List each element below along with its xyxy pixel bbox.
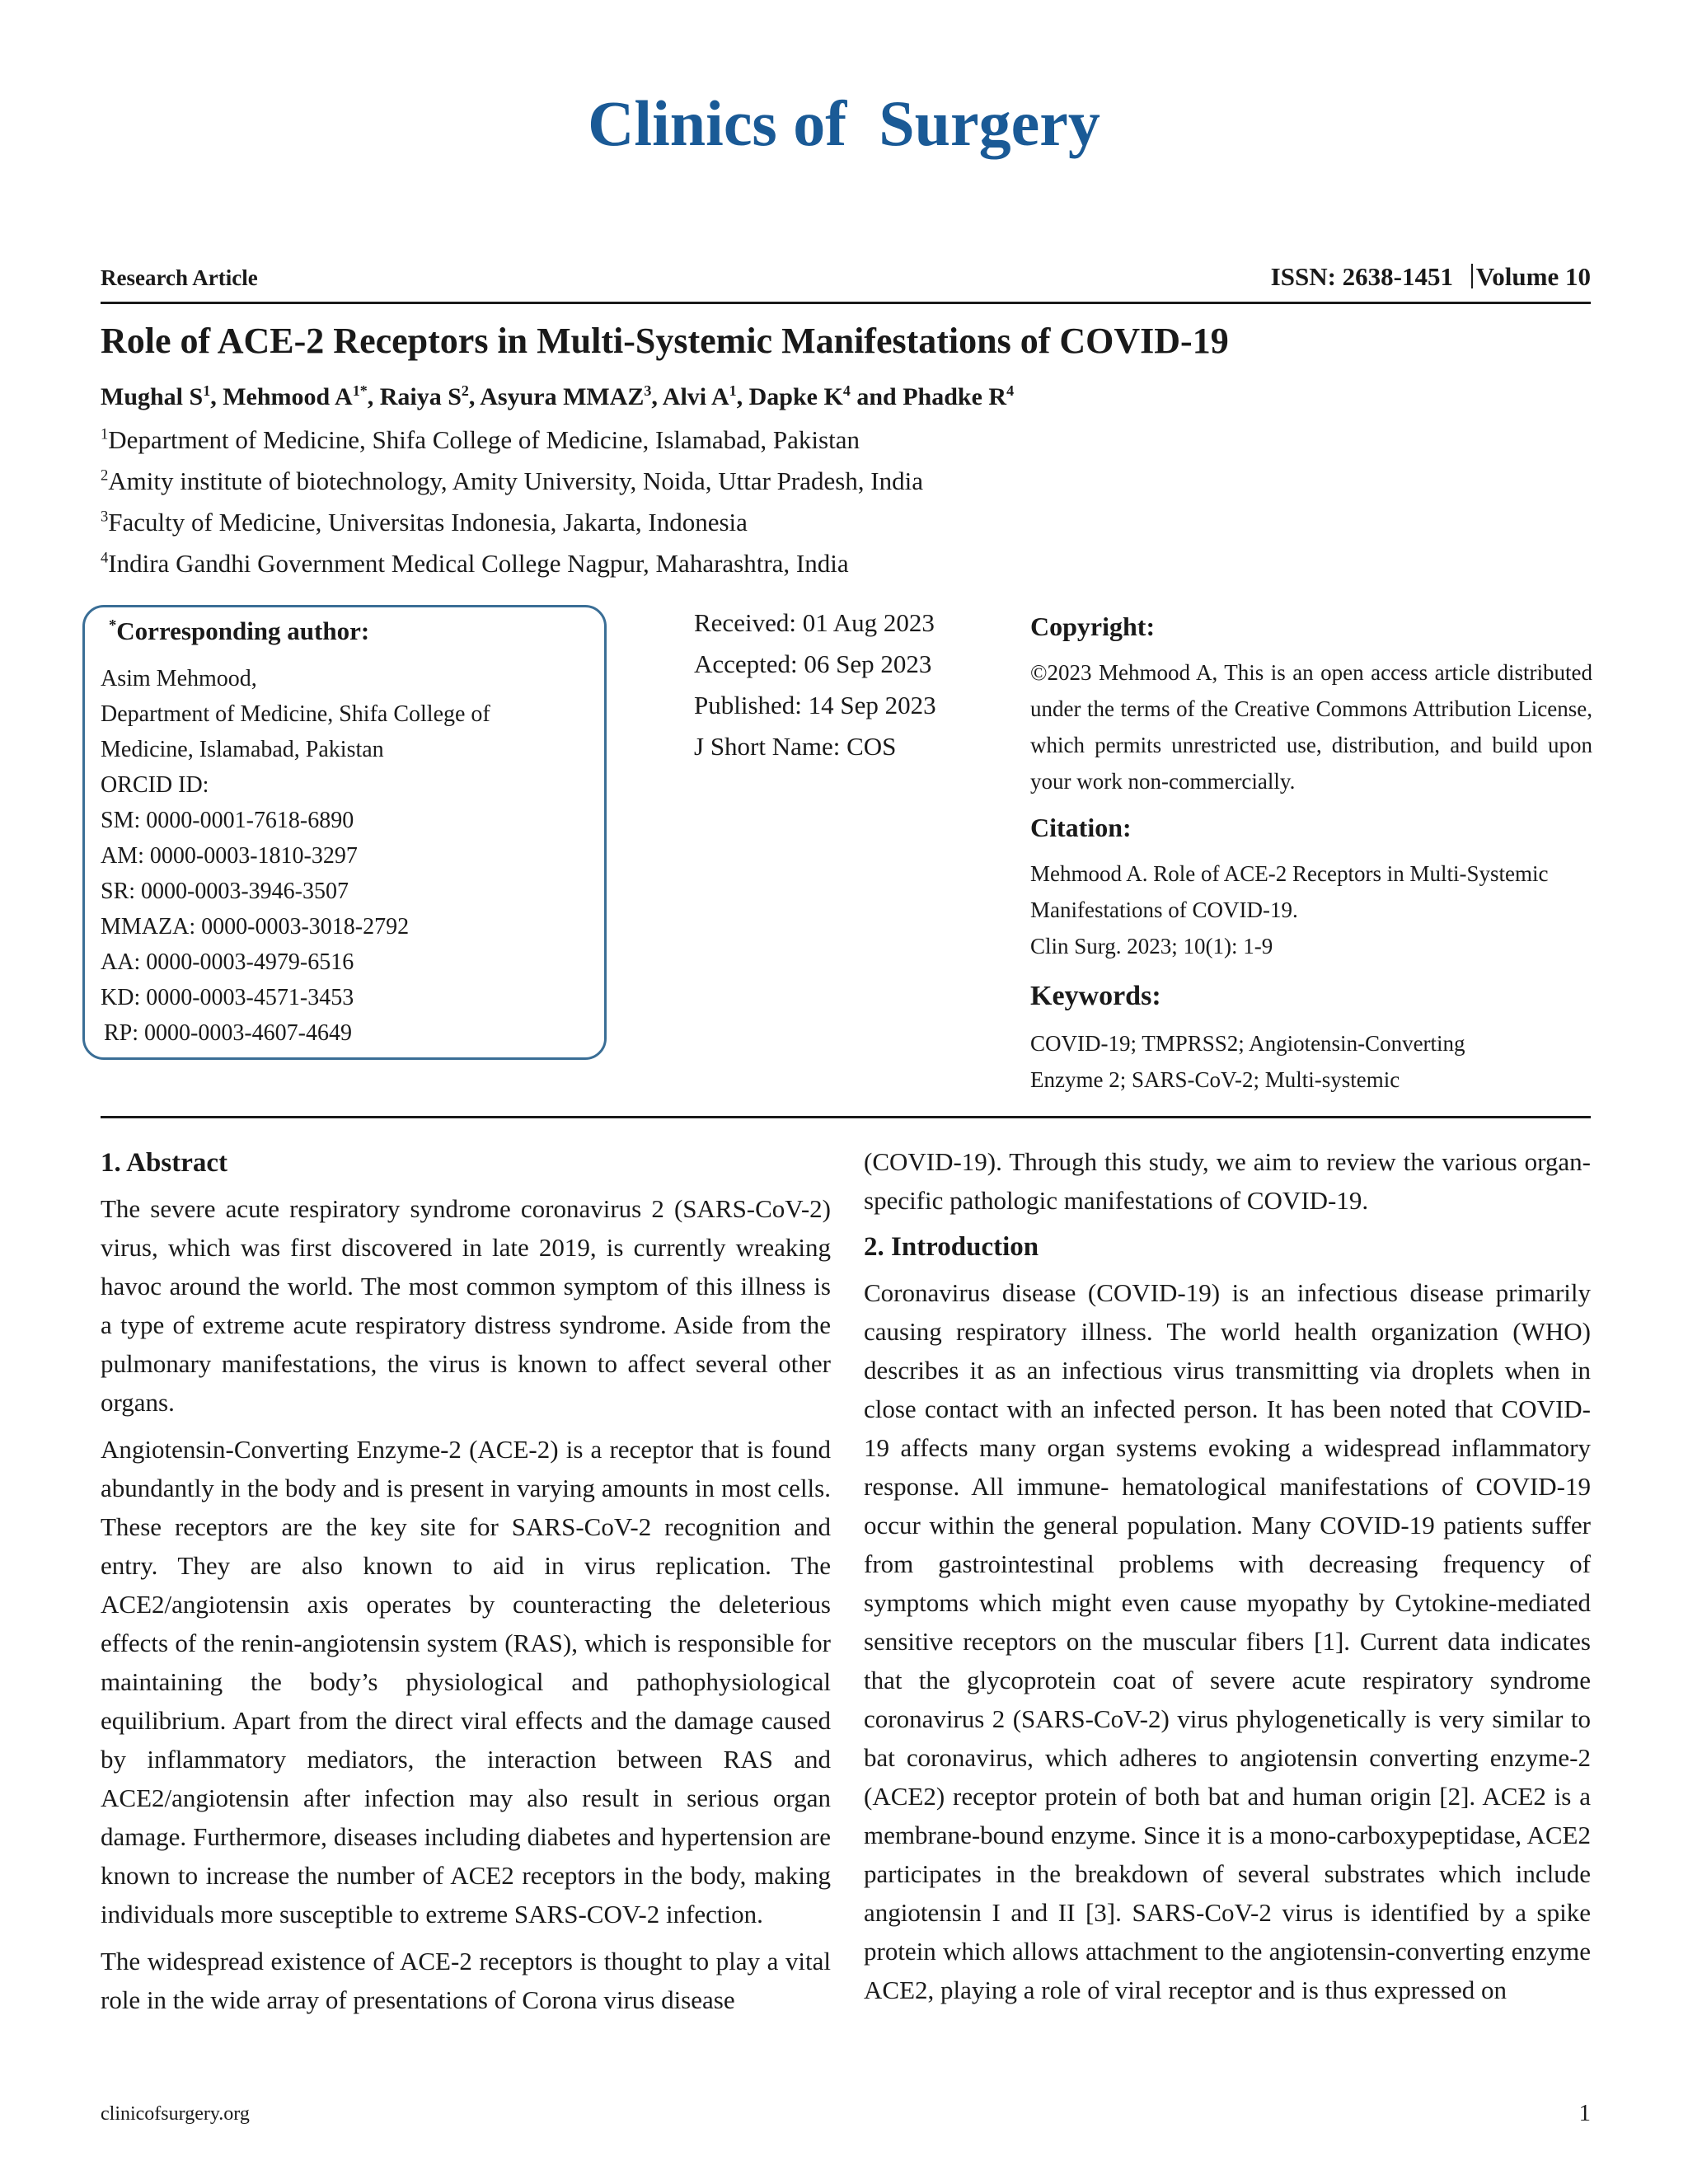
author-affiliation-marker: 3 xyxy=(644,382,652,399)
citation-heading: Citation: xyxy=(1030,813,1132,842)
footer-site: clinicofsurgery.org xyxy=(101,2103,250,2125)
abstract-paragraph-2: Angiotensin-Converting Enzyme-2 (ACE-2) is a receptor that is found abundantly in the body and is present in varying amounts in most cells. These receptors are the key site for SARS-CoV-2 recognition and entry. They are also known to aid in virus replication. The ACE2/angiotensin axis operates by counteracting the deleterious effects of the renin-angiotensin system (RAS), which is responsible for maintaining the body’s physiological and pathophysiological equilibrium. Apart from the direct viral effects and the damage caused by inflammatory mediators, the interaction between RAS and ACE2/angiotensin after infection may also result in serious organ damage. Furthermore, diseases including diabetes and hypertension are known to increase the number of ACE2 receptors in the body, making individuals more susceptible to extreme SARS-COV-2 infection. xyxy=(101,1435,831,1929)
date-accepted: Accepted: 06 Sep 2023 xyxy=(694,649,932,678)
article-type: Research Article xyxy=(101,265,258,290)
orcid-aa: AA: 0000-0003-4979-6516 xyxy=(101,949,354,975)
date-published: Published: 14 Sep 2023 xyxy=(694,691,936,719)
keywords-heading: Keywords: xyxy=(1030,981,1161,1011)
header-separator xyxy=(1471,264,1473,288)
abstract-paragraph-3: The widespread existence of ACE-2 receptors is thought to play a vital role in the wide array of presentations of Corona virus disease xyxy=(101,1947,831,2014)
orcid-mmaza: MMAZA: 0000-0003-3018-2792 xyxy=(101,914,410,940)
author-affiliation-marker: 1 xyxy=(729,382,737,399)
author-name: Mehmood A xyxy=(223,383,353,410)
front-matter-rule xyxy=(101,1116,1591,1118)
author-affiliation-marker: 2 xyxy=(461,382,469,399)
corresponding-author-heading: *Corresponding author: xyxy=(109,616,370,645)
author-name: Phadke R xyxy=(903,383,1007,410)
orcid-sm: SM: 0000-0001-7618-6890 xyxy=(101,808,354,833)
header-rule xyxy=(101,302,1591,304)
right-column xyxy=(864,1142,1591,2018)
orcid-rp: RP: 0000-0003-4607-4649 xyxy=(104,1020,352,1046)
author-list: Mughal $S^1$, Mehmood $A^{1*}$, Raiya $S^2$, Asyura MMAZ$^3$, Alvi $A^1$, Dapke $K^4$ and Phadke $R^4$ xyxy=(101,382,1015,410)
volume: Volume 10 xyxy=(1475,262,1591,291)
copyright-text: ©2023 Mehmood A, This is an open access article distributed under the terms of the Creative Commons Attribution License, which permits unrestricted use, distribution, and build upon your work non-commercially. xyxy=(1030,660,1592,794)
abstract-paragraph-1: The severe acute respiratory syndrome coronavirus 2 (SARS-CoV-2) virus, which was first discovered in late 2019, is currently wreaking havoc around the world. The most common symptom of this illness is a type of extreme acute respiratory distress syndrome. Aside from the pulmonary manifestations, the virus is known to affect several other organs. xyxy=(101,1194,831,1417)
journal-short-name: J Short Name: COS xyxy=(694,732,897,761)
orcid-label: ORCID ID: xyxy=(101,772,209,798)
issn-volume xyxy=(1271,262,1591,292)
corresponding-author-name: Asim Mehmood, xyxy=(101,666,257,691)
author-name: Mughal S xyxy=(101,383,204,410)
author-name: Asyura MMAZ xyxy=(480,383,645,410)
corresponding-author-inst: Medicine, Islamabad, Pakistan xyxy=(101,737,384,762)
orcid-am: AM: 0000-0003-1810-3297 xyxy=(101,843,358,869)
abstract-paragraph-3-continued: (COVID-19). Through this study, we aim to review the various organ-specific pathologic manifestations of COVID-19. xyxy=(864,1147,1591,1215)
affiliation-4: $^4$Indira Gandhi Government Medical College Nagpur, Maharashtra, India xyxy=(101,549,849,578)
citation-reference: Clin Surg. 2023; 10(1): 1-9 xyxy=(1030,934,1273,958)
author-affiliation-marker: 1 xyxy=(203,382,211,399)
author-affiliation-marker: 4 xyxy=(842,382,851,399)
copyright-heading: Copyright: xyxy=(1030,612,1156,641)
abstract-heading: 1. Abstract xyxy=(101,1148,227,1178)
date-received: Received: 01 Aug 2023 xyxy=(694,608,935,637)
orcid-kd: KD: 0000-0003-4571-3453 xyxy=(101,985,354,1010)
article-title: Role of ACE-2 Receptors in Multi-Systemic Manifestations of COVID-19 xyxy=(101,321,1229,361)
introduction-paragraph-1: Coronavirus disease (COVID-19) is an infectious disease primarily causing respiratory illness. The world health organization (WHO) describes it as an infectious virus transmitting via droplets when in close contact with an infected person. It has been noted that COVID-19 affects many organ systems evoking a widespread inflammatory response. All immune- hematological manifestations of COVID-19 occur within the general population. Many COVID-19 patients suffer from gastrointestinal problems with decreasing frequency of symptoms which might even cause myopathy by Cytokine-mediated sensitive receptors on the muscular fibers [1]. Current data indicates that the glycoprotein coat of severe acute respiratory syndrome coronavirus 2 (SARS-CoV-2) virus phylogenetically is very similar to bat coronavirus, which adheres to angiotensin converting enzyme-2 (ACE2) receptor protein of both bat and human origin [2]. ACE2 is a membrane-bound enzyme. Since it is a mono-carboxypeptidase, ACE2 participates in the breakdown of several substrates which include angiotensin I and II [3]. SARS-CoV-2 virus is identified by a spike protein which allows attachment to the angiotensin-converting enzyme ACE2, playing a role of viral receptor and is thus expressed on xyxy=(864,1278,1591,2004)
keywords-text: COVID-19; TMPRSS2; Angiotensin-Converting Enzyme 2; SARS-CoV-2; Multi-systemic xyxy=(1030,1031,1465,1092)
affiliation-1: $^1$Department of Medicine, Shifa College of Medicine, Islamabad, Pakistan xyxy=(101,425,860,454)
author-name: Dapke K xyxy=(748,383,843,410)
article-header xyxy=(101,262,1591,295)
orcid-sr: SR: 0000-0003-3946-3507 xyxy=(101,879,349,904)
author-affiliation-marker: 1* xyxy=(352,382,368,399)
left-column xyxy=(101,1144,831,2027)
citation-text: Mehmood A. Role of ACE-2 Receptors in Multi-Systemic Manifestations of COVID-19. xyxy=(1030,861,1549,922)
introduction-heading: 2. Introduction xyxy=(864,1232,1039,1262)
author-name: Alvi A xyxy=(662,383,729,410)
journal-title: Clinics of Surgery xyxy=(588,87,1100,159)
affiliation-2: $^2$Amity institute of biotechnology, Amity University, Noida, Uttar Pradesh, India xyxy=(101,466,923,495)
author-name: Raiya S xyxy=(379,383,462,410)
affiliation-3: $^3$Faculty of Medicine, Universitas Indonesia, Jakarta, Indonesia xyxy=(101,508,748,537)
issn: ISSN: 2638-1451 xyxy=(1270,262,1454,291)
author-affiliation-marker: 4 xyxy=(1006,382,1015,399)
corresponding-author-dept: Department of Medicine, Shifa College of xyxy=(101,701,490,727)
page-number: 1 xyxy=(1578,2100,1591,2126)
